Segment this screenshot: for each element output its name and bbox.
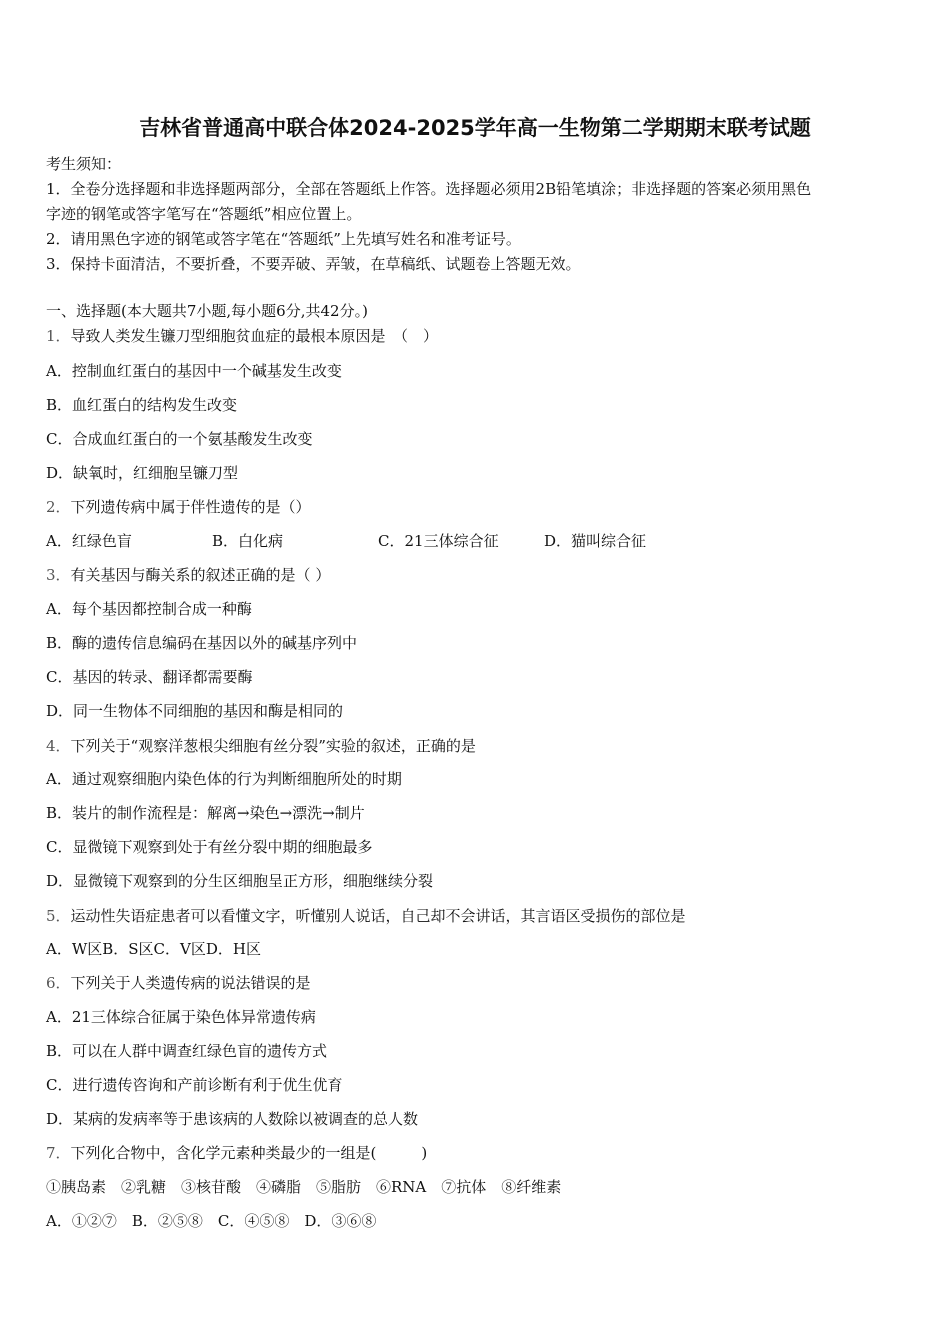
q7-compound-list: ①胰岛素 ②乳糖 ③核苷酸 ④磷脂 ⑤脂肪 ⑥RNA ⑦抗体 ⑧纤维素 (46, 1178, 562, 1196)
q6-option-a: A．21三体综合征属于染色体异常遗传病 (46, 1008, 316, 1026)
question-3-stem (46, 564, 330, 585)
q2-option-b: B．白化病 (212, 532, 284, 550)
q2-option-c: C．21三体综合征 (378, 532, 499, 550)
q1-option-d: D．缺氧时，红细胞呈镰刀型 (46, 464, 239, 482)
question-text: 有关基因与酶关系的叙述正确的是（ ） (70, 566, 331, 584)
q6-option-c: C．进行遗传咨询和产前诊断有利于优生优育 (46, 1076, 343, 1094)
q2-options-row (46, 530, 646, 551)
question-6-stem (46, 972, 311, 993)
question-number: 5． (46, 907, 71, 925)
question-4-stem (46, 735, 476, 756)
q3-option-b: B．酶的遗传信息编码在基因以外的碱基序列中 (46, 634, 358, 652)
q5-options: A．W区B．S区C．V区D．H区 (46, 940, 261, 958)
question-text: 运动性失语症患者可以看懂文字，听懂别人说话，自己却不会讲话，其言语区受损伤的部位是 (70, 907, 686, 925)
question-number: 7． (46, 1144, 71, 1162)
question-7-stem (46, 1142, 427, 1163)
q6-option-d: D．某病的发病率等于患该病的人数除以被调查的总人数 (46, 1110, 419, 1128)
question-number: 1． (46, 327, 71, 345)
notice-item-2: 2．请用黑色字迹的钢笔或答字笔在“答题纸”上先填写姓名和准考证号。 (46, 230, 521, 248)
question-text: 下列化合物中，含化学元素种类最少的一组是( ) (70, 1144, 428, 1162)
question-5-stem (46, 905, 686, 926)
q1-option-c: C．合成血红蛋白的一个氨基酸发生改变 (46, 430, 313, 448)
q3-option-a: A．每个基因都控制合成一种酶 (46, 600, 252, 618)
question-1-stem (46, 325, 438, 346)
q2-option-d: D．猫叫综合征 (544, 532, 647, 550)
q4-option-c: C．显微镜下观察到处于有丝分裂中期的细胞最多 (46, 838, 373, 856)
q1-option-b: B．血红蛋白的结构发生改变 (46, 396, 238, 414)
q6-option-b: B．可以在人群中调查红绿色盲的遗传方式 (46, 1042, 328, 1060)
q3-option-d: D．同一生物体不同细胞的基因和酶是相同的 (46, 702, 344, 720)
q4-option-a: A．通过观察细胞内染色体的行为判断细胞所处的时期 (46, 770, 402, 788)
question-number: 3． (46, 566, 71, 584)
question-text: 下列遗传病中属于伴性遗传的是（） (70, 498, 311, 516)
q7-options: A．①②⑦ B．②⑤⑧ C．④⑤⑧ D．③⑥⑧ (46, 1212, 377, 1230)
notice-item-3: 3．保持卡面清洁，不要折叠，不要弄破、弄皱，在草稿纸、试题卷上答题无效。 (46, 255, 581, 273)
q1-option-a: A．控制血红蛋白的基因中一个碱基发生改变 (46, 362, 342, 380)
page-title: 吉林省普通高中联合体2024-2025学年高一生物第二学期期末联考试题 (139, 116, 811, 140)
exam-notice (46, 152, 906, 277)
question-number: 6． (46, 974, 71, 992)
question-number: 4． (46, 737, 71, 755)
notice-item-1a: 1．全卷分选择题和非选择题两部分，全部在答题纸上作答。选择题必须用2B铅笔填涂；非选择题的答案必须用黑色 (46, 180, 812, 198)
question-2-stem (46, 496, 311, 517)
question-text: 导致人类发生镰刀型细胞贫血症的最根本原因是 （ ） (70, 327, 439, 345)
notice-heading: 考生须知： (46, 155, 122, 173)
notice-item-1b: 字迹的钢笔或答字笔写在“答题纸”相应位置上。 (46, 205, 362, 223)
section-heading: 一、选择题(本大题共7小题,每小题6分,共42分。) (46, 302, 368, 320)
question-number: 2． (46, 498, 71, 516)
q3-option-c: C．基因的转录、翻译都需要酶 (46, 668, 253, 686)
q4-option-d: D．显微镜下观察到的分生区细胞呈正方形，细胞继续分裂 (46, 872, 434, 890)
question-text: 下列关于“观察洋葱根尖细胞有丝分裂”实验的叙述，正确的是 (70, 737, 476, 755)
q4-option-b: B．装片的制作流程是：解离→染色→漂洗→制片 (46, 804, 365, 822)
q2-option-a: A．红绿色盲 (46, 532, 132, 550)
question-text: 下列关于人类遗传病的说法错误的是 (70, 974, 311, 992)
